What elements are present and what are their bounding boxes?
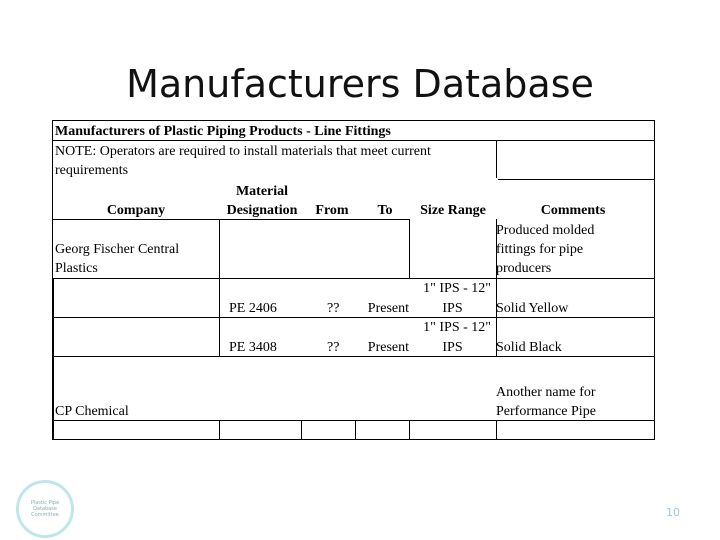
from-cell: ?? (327, 301, 340, 316)
logo-text: Committee (31, 512, 59, 518)
header-company: Company (106, 203, 166, 218)
logo-text: Plastic Pipe (30, 500, 60, 506)
column-divider (219, 278, 220, 356)
comments-cell: Performance Pipe (496, 404, 596, 419)
comments-cell: Solid Yellow (496, 301, 569, 316)
column-divider (355, 420, 356, 440)
column-divider (219, 219, 220, 278)
column-divider (409, 420, 410, 440)
column-divider (219, 420, 220, 440)
page-number: 10 (666, 506, 680, 519)
note-text: requirements (55, 163, 129, 178)
material-designation: PE 2406 (229, 301, 277, 316)
column-divider (496, 140, 497, 178)
manufacturers-table (52, 120, 655, 440)
company-name: CP Chemical (55, 404, 129, 419)
to-cell: Present (367, 301, 409, 316)
size-range-cell: 1" IPS - 12" (423, 320, 491, 335)
table-title: Manufacturers of Plastic Piping Products - Line Fittings (55, 124, 391, 139)
column-divider (409, 219, 410, 278)
header-size-range: Size Range (420, 203, 486, 218)
comments-cell: Another name for (496, 385, 596, 400)
comments-cell: fittings for pipe (496, 242, 584, 257)
slide-title: Manufacturers Database (126, 62, 594, 106)
from-cell: ?? (327, 340, 340, 355)
material-designation: PE 3408 (229, 340, 277, 355)
company-name: Georg Fischer Central (55, 242, 180, 257)
logo-text: Database (33, 506, 57, 512)
comments-cell: Solid Black (496, 340, 562, 355)
size-range-cell: IPS (442, 301, 463, 316)
header-material: Designation (226, 203, 298, 218)
to-cell: Present (367, 340, 409, 355)
column-divider (301, 420, 302, 440)
row-divider (498, 179, 654, 180)
header-comments: Comments (540, 203, 606, 218)
comments-cell: Produced molded (496, 223, 595, 238)
note-text: NOTE: Operators are required to install materials that meet current (55, 144, 431, 159)
size-range-cell: IPS (442, 340, 463, 355)
header-material: Material (235, 184, 289, 199)
company-name: Plastics (55, 261, 98, 276)
column-divider (53, 278, 54, 440)
header-from: From (315, 203, 349, 218)
committee-logo (16, 480, 74, 538)
row-divider (53, 278, 654, 279)
comments-cell: producers (496, 261, 552, 276)
size-range-cell: 1" IPS - 12" (423, 281, 491, 296)
header-to: To (377, 203, 393, 218)
column-divider (496, 420, 497, 440)
